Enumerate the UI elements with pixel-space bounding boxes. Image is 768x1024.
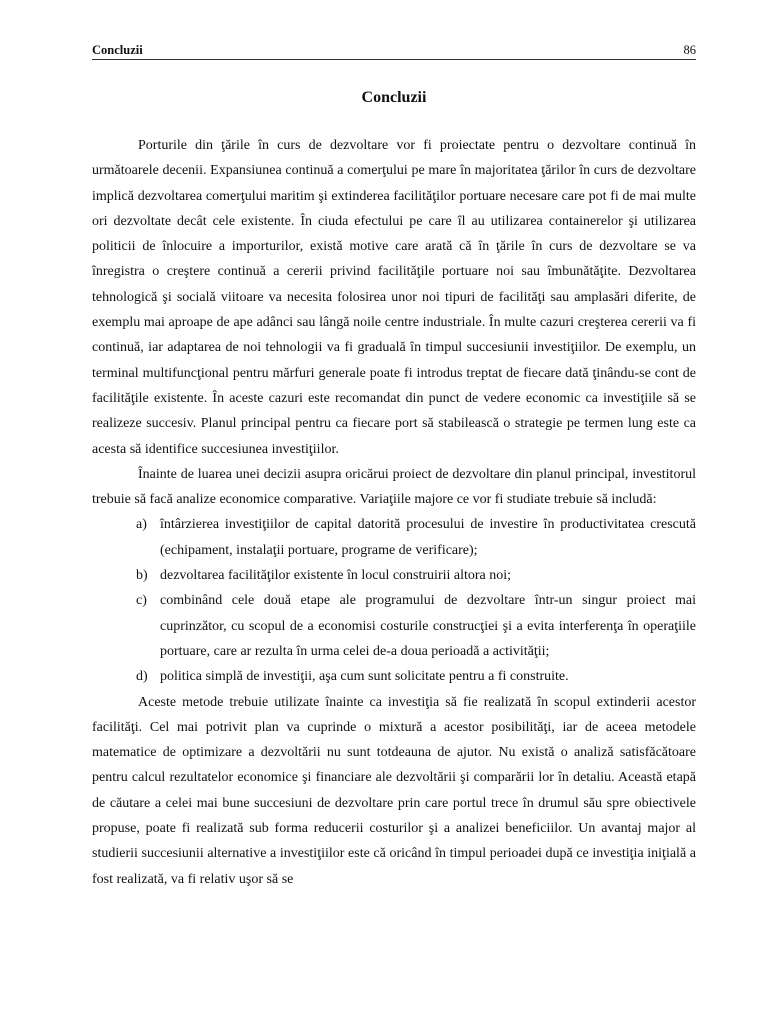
list-marker: a) — [136, 517, 147, 533]
list-item-text: politica simplă de investiţii, aşa cum sunt solicitate pentru a fi construite. — [160, 669, 569, 685]
list-item — [136, 664, 696, 689]
list-item — [136, 563, 696, 588]
list-marker: c) — [136, 593, 147, 609]
list-item-text: întârzierea investiţiilor de capital datorită procesului de investire în productivitatea crescută (echipament, instalaţii portuare, programe de verificare); — [160, 517, 696, 558]
body-text — [92, 133, 696, 892]
section-heading: Concluzii — [361, 89, 427, 106]
paragraph: Porturile din ţările în curs de dezvoltare vor fi proiectate pentru o dezvoltare continuă în următoarele decenii. Expansiunea continuă a comerţului pe mare în majoritatea ţărilor în curs de dezvoltare implică dezvoltarea comerţului maritim şi extinderea facilităţilor portuare necesare care pot fi de mai multe ori dezvoltate decât cele existente. În ciuda efectului pe care îl au utilizarea containerelor şi utilizarea politicii de înlocuire a importurilor, există motive care arată că în ţările în curs de dezvoltare se va înregistra o creştere continuă a cererii privind facilităţile portuare noi sau îmbunătăţite. Dezvoltarea tehnologică şi socială viitoare va necesita folosirea unor noi tipuri de facilităţi sau amplasări diferite, de exemplu mai aproape de ape adânci sau lângă noile centre industriale. În multe cazuri creşterea cererii va fi continuă, iar adaptarea de noi tehnologii va fi graduală în timpul succesiunii investiţiilor. De exemplu, un terminal multifuncţional pentru mărfuri generale poate fi introdus treptat de fiecare dată ţinându-se cont de facilităţile existente. În aceste cazuri este recomandat din punct de vedere economic ca investiţiile să se realizeze succesiv. Planul principal pentru ca fiecare port să stabilească o strategie pe termen lung este ca acesta să identifice succesiunea investiţiilor. — [92, 138, 696, 457]
page-number: 86 — [683, 43, 696, 57]
list-marker: b) — [136, 568, 148, 584]
list-item — [136, 512, 696, 563]
paragraph: Înainte de luarea unei decizii asupra oricărui proiect de dezvoltare din planul principal, investitorul trebuie să facă analize economice comparative. Variaţiile majore ce vor fi studiate trebuie să includă: — [92, 466, 696, 508]
list-marker: d) — [136, 669, 148, 685]
variations-list — [92, 512, 696, 689]
list-item-text: dezvoltarea facilităţilor existente în locul construirii altora noi; — [160, 568, 512, 584]
list-item-text: combinând cele două etape ale programului de dezvoltare într-un singur proiect mai cuprinzător, cu scopul de a economisi costurile construcţiei şi a evita interferenţa în operaţiile portuare, care ar rezulta în urma celei de-a doua perioadă a activităţii; — [160, 593, 696, 659]
header-section-title: Concluzii — [92, 43, 143, 57]
running-header — [92, 42, 696, 60]
paragraph: Aceste metode trebuie utilizate înainte ca investiţia să fie realizată în scopul extinderii acestor facilităţi. Cel mai potrivit plan va cuprinde o mixtură a acestor posibilităţi, iar de aceea metodele matematice de optimizare a dezvoltării nu sunt totdeauna de ajutor. Nu există o analiză satisfăcătoare pentru calcul rezultatelor economice şi financiare ale dezvoltării şi comparării lor în detaliu. Această etapă de căutare a celei mai bune succesiuni de dezvoltare prin care portul trece în drumul său spre obiectivele propuse, poate fi realizată sub forma reducerii costurilor şi a analizei beneficiilor. Un avantaj major al studierii succesiunii alternative a investiţiilor este că oricând în timpul perioadei după ce investiţia iniţială a fost realizată, va fi relativ uşor să se — [92, 694, 696, 887]
list-item — [136, 588, 696, 664]
